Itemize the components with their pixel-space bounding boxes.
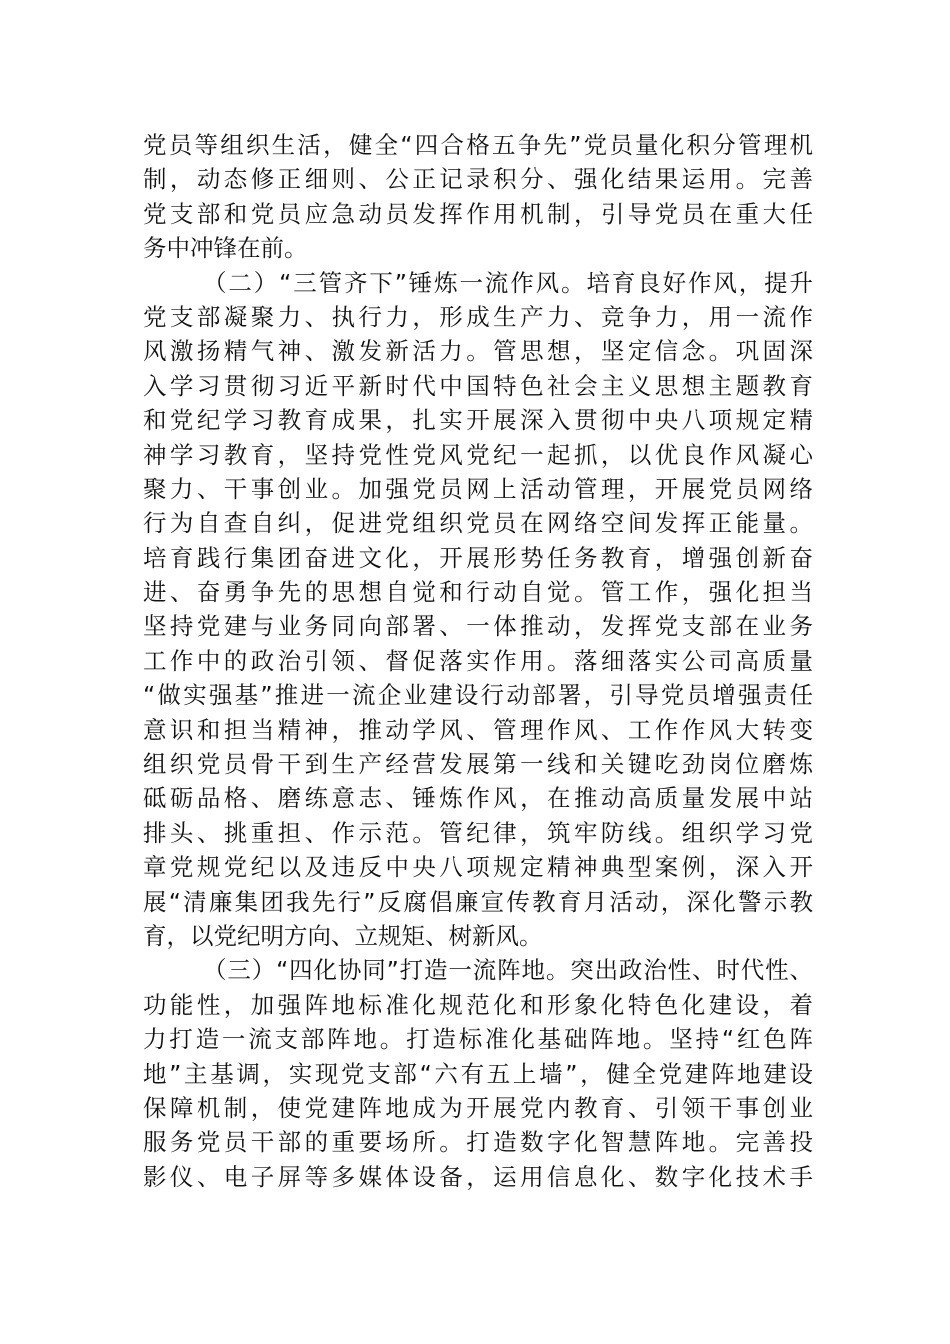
text-line: 制，动态修正细则、公正记录积分、强化结果运用。完善 <box>143 165 813 194</box>
text-line: 进、奋勇争先的思想自觉和行动自觉。管工作，强化担当 <box>143 578 813 607</box>
text-line: 保障机制，使党建阵地成为开展党内教育、引领干事创业 <box>143 1093 813 1122</box>
text-line: 党支部凝聚力、执行力，形成生产力、竞争力，用一流作 <box>143 302 813 331</box>
text-line: 功能性，加强阵地标准化规范化和形象化特色化建设，着 <box>143 990 813 1019</box>
text-line: 排头、挑重担、作示范。管纪律，筑牢防线。组织学习党 <box>143 818 813 847</box>
body-text <box>143 128 813 1194</box>
text-line: 展“清廉集团我先行”反腐倡廉宣传教育月活动，深化警示教 <box>143 887 813 916</box>
text-line: 地”主基调，实现党支部“六有五上墙”，健全党建阵地建设 <box>143 1059 813 1088</box>
text-line: 务中冲锋在前。 <box>143 234 308 263</box>
text-line: 育，以党纪明方向、立规矩、树新风。 <box>143 921 543 950</box>
text-line: 坚持党建与业务同向部署、一体推动，发挥党支部在业务 <box>143 612 813 641</box>
text-line: 党员等组织生活，健全“四合格五争先”党员量化积分管理机 <box>143 131 813 159</box>
text-line: 聚力、干事创业。加强党员网上活动管理，开展党员网络 <box>143 474 813 503</box>
text-line: 影仪、电子屏等多媒体设备，运用信息化、数字化技术手 <box>143 1162 813 1191</box>
text-line: 和党纪学习教育成果，扎实开展深入贯彻中央八项规定精 <box>143 406 813 435</box>
text-line: 工作中的政治引领、督促落实作用。落细落实公司高质量 <box>143 646 813 675</box>
text-line: 服务党员干部的重要场所。打造数字化智慧阵地。完善投 <box>143 1128 813 1157</box>
text-line: 章党规党纪以及违反中央八项规定精神典型案例，深入开 <box>143 853 813 882</box>
text-line: 培育践行集团奋进文化，开展形势任务教育，增强创新奋 <box>143 543 813 572</box>
text-line: 行为自查自纠，促进党组织党员在网络空间发挥正能量。 <box>143 509 813 538</box>
text-line: 组织党员骨干到生产经营发展第一线和关键吃劲岗位磨炼 <box>143 750 813 779</box>
section-heading-line: （二）“三管齐下”锤炼一流作风。培育良好作风，提升 <box>203 268 813 297</box>
text-line: 入学习贯彻习近平新时代中国特色社会主义思想主题教育 <box>143 371 813 400</box>
text-line: 神学习教育，坚持党性党风党纪一起抓，以优良作风凝心 <box>143 440 813 469</box>
text-line: 力打造一流支部阵地。打造标准化基础阵地。坚持“红色阵 <box>143 1025 813 1054</box>
text-line: 党支部和党员应急动员发挥作用机制，引导党员在重大任 <box>143 199 813 228</box>
section-heading-line: （三）“四化协同”打造一流阵地。突出政治性、时代性、 <box>203 956 813 985</box>
text-line: 砥砺品格、磨练意志、锤炼作风，在推动高质量发展中站 <box>143 784 813 813</box>
text-line: “做实强基”推进一流企业建设行动部署，引导党员增强责任 <box>143 681 813 710</box>
text-line: 意识和担当精神，推动学风、管理作风、工作作风大转变 <box>143 715 813 744</box>
text-line: 风激扬精气神、激发新活力。管思想，坚定信念。巩固深 <box>143 337 813 366</box>
